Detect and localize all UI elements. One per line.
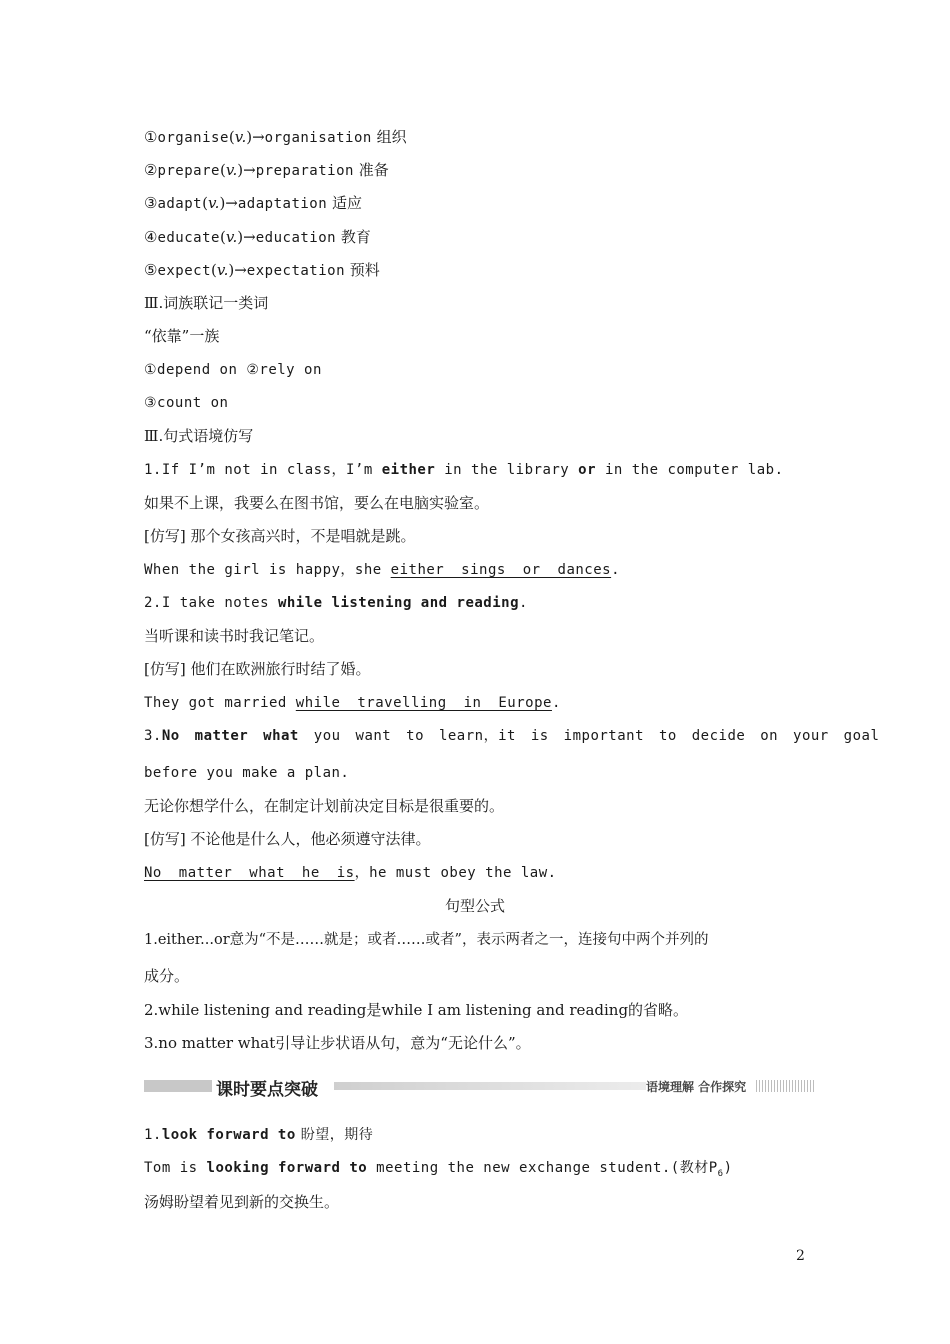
banner-bar-left xyxy=(144,1080,212,1092)
word-row-4: ④educate(v.)→education 教育 xyxy=(144,228,371,246)
point-1-example-translation: 汤姆盼望着见到新的交换生。 xyxy=(144,1193,340,1211)
point-1-heading: 1.look forward to 盼望，期待 xyxy=(144,1127,374,1143)
sentence-3-continued: before you make a plan. xyxy=(144,765,350,781)
imitation-2-answer: They got married while travelling in Europe. xyxy=(144,695,561,711)
imitation-1-answer: When the girl is happy，she either sings or dances. xyxy=(144,562,621,578)
imitation-3-answer: No matter what he is，he must obey the law. xyxy=(144,865,557,881)
word-row-5: ⑤expect(v.)→expectation 预料 xyxy=(144,261,380,279)
word-family-line-1: ①depend on ②rely on xyxy=(144,362,322,378)
formula-2: 2.while listening and reading是while I am listening and reading的省略。 xyxy=(144,1001,689,1019)
banner-title: 课时要点突破 xyxy=(216,1080,318,1100)
sentence-1-translation: 如果不上课，我要么在图书馆，要么在电脑实验室。 xyxy=(144,494,490,512)
sentence-3: 3.No matter what you want to learn，it is important to decide on your goal xyxy=(144,728,880,744)
imitation-2-prompt: [仿写] 他们在欧洲旅行时结了婚。 xyxy=(144,660,371,678)
word-family-title: “依靠”一族 xyxy=(144,327,220,345)
sentence-2: 2.I take notes while listening and reading. xyxy=(144,595,528,611)
imitation-3-prompt: [仿写] 不论他是什么人，他必须遵守法律。 xyxy=(144,830,431,848)
sentence-1: 1.If I’m not in class，I’m either in the library or in the computer lab. xyxy=(144,462,784,478)
section-heading-word-family: Ⅲ.词族联记一类词 xyxy=(144,294,269,312)
formula-1: 1.either...or意为“不是……就是；或者……或者”，表示两者之一，连接句中两个并列的 xyxy=(144,932,709,948)
formula-3: 3.no matter what引导让步状语从句，意为“无论什么”。 xyxy=(144,1034,531,1052)
section-banner xyxy=(144,1074,816,1098)
word-row-3: ③adapt(v.)→adaptation 适应 xyxy=(144,194,362,212)
banner-subtitle: 语境理解 合作探究 xyxy=(646,1080,747,1094)
section-heading-sentence: Ⅲ.句式语境仿写 xyxy=(144,427,254,445)
sentence-2-translation: 当听课和读书时我记笔记。 xyxy=(144,627,325,645)
word-row-2: ②prepare(v.)→preparation 准备 xyxy=(144,161,389,179)
banner-stripes xyxy=(756,1080,816,1092)
formula-1-continued: 成分。 xyxy=(144,967,190,985)
formula-heading: 句型公式 xyxy=(444,897,505,915)
banner-bar-mid xyxy=(334,1082,646,1090)
imitation-1-prompt: [仿写] 那个女孩高兴时，不是唱就是跳。 xyxy=(144,527,416,545)
sentence-3-translation: 无论你想学什么，在制定计划前决定目标是很重要的。 xyxy=(144,797,505,815)
word-family-line-2: ③count on xyxy=(144,395,229,411)
page-number: 2 xyxy=(796,1248,805,1264)
point-1-example: Tom is looking forward to meeting the new exchange student.(教材$P_6$) xyxy=(144,1160,733,1179)
word-row-1: ①organise(v.)→organisation 组织 xyxy=(144,128,407,146)
